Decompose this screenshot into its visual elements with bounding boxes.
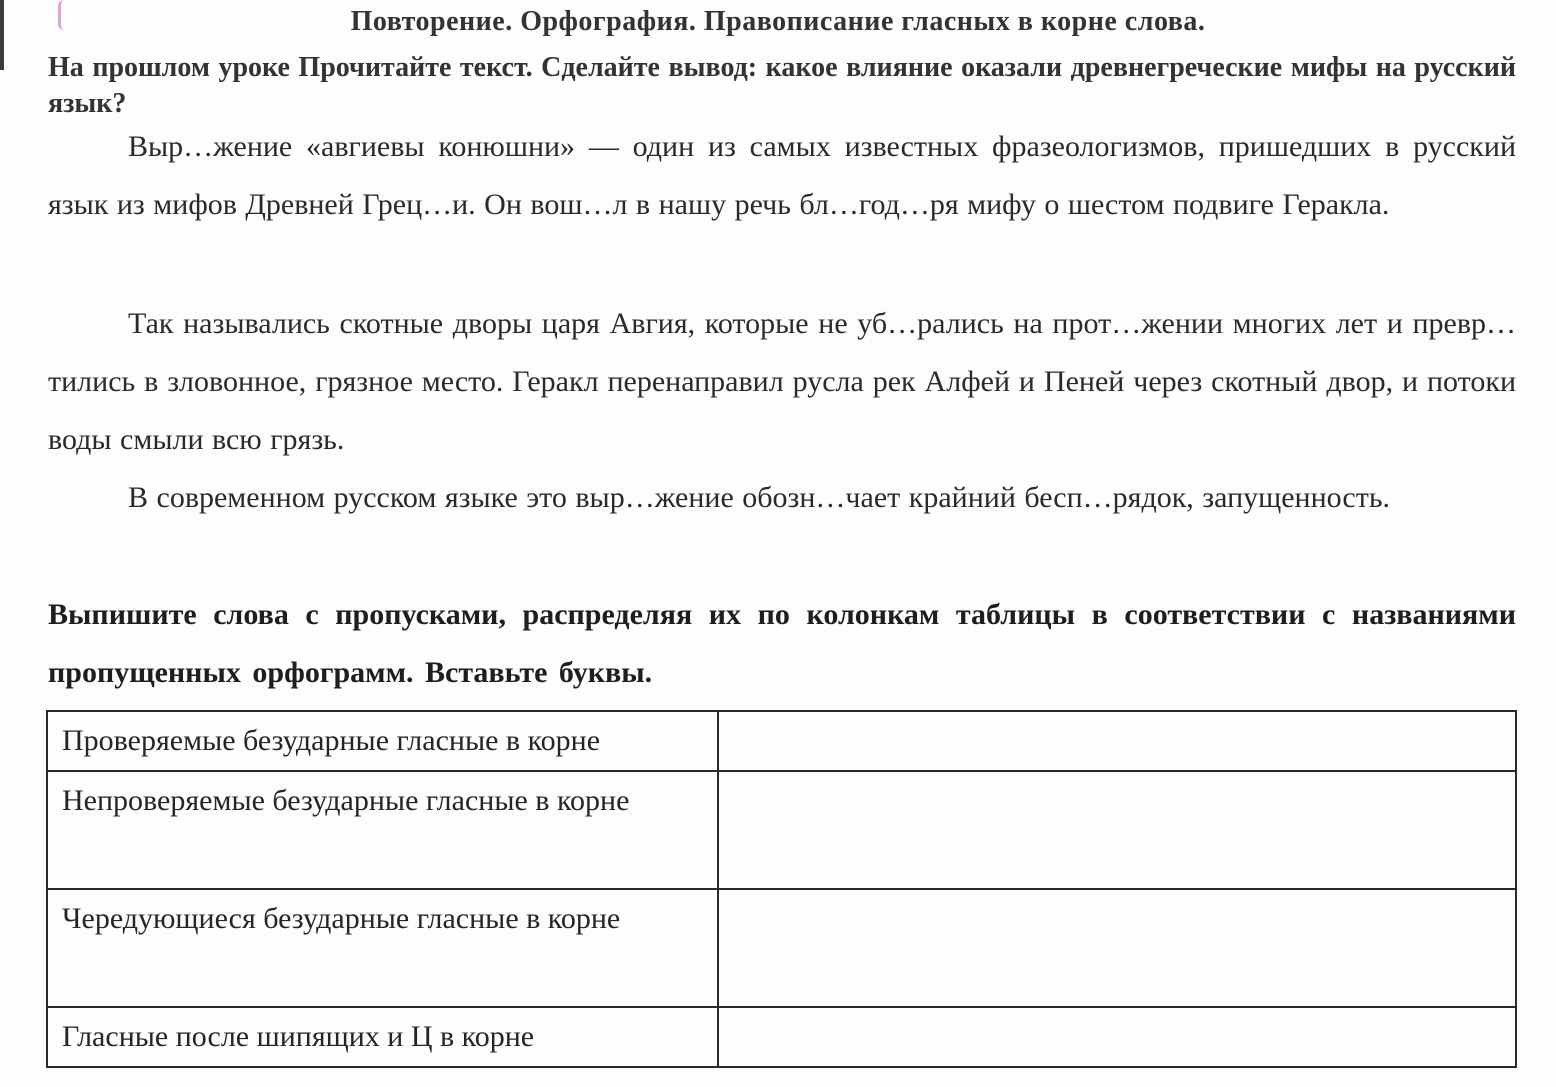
table-row: [47, 1007, 1516, 1067]
answer-cell[interactable]: [718, 711, 1516, 771]
task-instruction: Выпишите слова с пропусками, распределяя их по колонкам таблицы в соответствии с названиями пропущенных орфограмм. Вставьте буквы.: [48, 598, 1516, 689]
orthogram-table: [46, 710, 1517, 1068]
text-paragraph-3: В современном русском языке это выр…жение обозн…чает крайний бесп…рядок, запущенность.: [128, 481, 1391, 514]
answer-cell[interactable]: [718, 1007, 1516, 1067]
answer-cell[interactable]: [718, 889, 1516, 1007]
answer-cell[interactable]: [718, 771, 1516, 889]
text-paragraph-2: Так назывались скотные дворы царя Авгия, которые не уб…рались на прот…жении многих лет и превр…тились в зловонное, грязное место. Геракл перенаправил русла рек Алфей и Пеней через скотный двор, и потоки воды смыли всю грязь.: [48, 307, 1516, 456]
orthogram-label-cell: Проверяемые безударные гласные в корне: [47, 711, 718, 771]
text-paragraph-1: Выр…жение «авгиевы конюшни» — один из самых известных фразеологизмов, пришедших в русский язык из мифов Древней Грец…и. Он вош…л в нашу речь бл…год…ря мифу о шестом подвиге Геракла.: [48, 130, 1516, 221]
worksheet-title: Повторение. Орфография. Правописание гласных в корне слова.: [350, 6, 1206, 37]
table-row: [47, 889, 1516, 1007]
table-row: [47, 771, 1516, 889]
orthogram-label-cell: Гласные после шипящих и Ц в корне: [47, 1007, 718, 1067]
reading-instruction: На прошлом уроке Прочитайте текст. Сделайте вывод: какое влияние оказали древнегреческие мифы на русский язык?: [48, 52, 1516, 119]
orthogram-label-cell: Чередующиеся безударные гласные в корне: [47, 889, 718, 1007]
table-row: [47, 711, 1516, 771]
orthogram-label-cell: Непроверяемые безударные гласные в корне: [47, 771, 718, 889]
